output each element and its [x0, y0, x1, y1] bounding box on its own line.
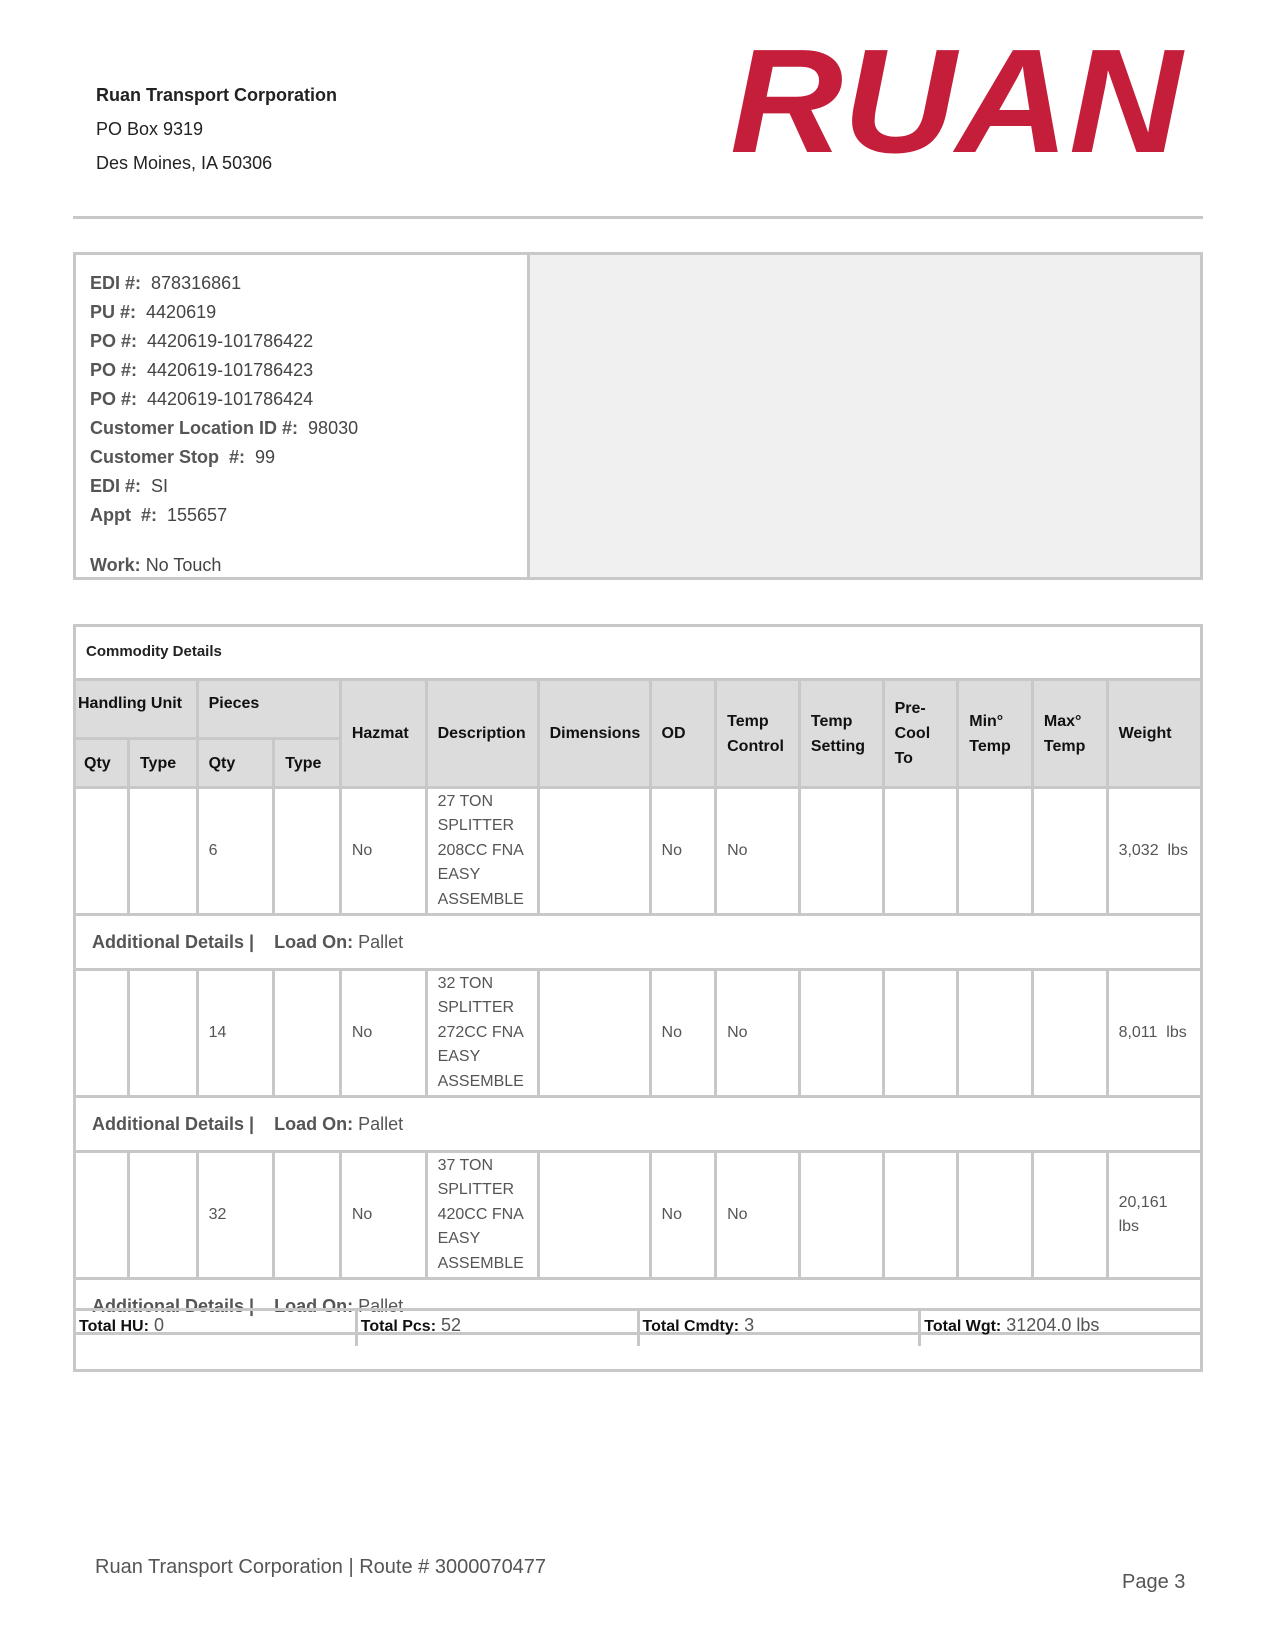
cell-hu-type — [128, 970, 197, 1097]
ref-value: 4420619-101786423 — [147, 360, 314, 380]
cell-max-temp — [1032, 1152, 1107, 1279]
ref-value: 155657 — [167, 505, 228, 525]
ref-label: Customer Location ID #: — [90, 418, 299, 438]
additional-details — [76, 915, 1200, 970]
header-pcs-type: Type — [274, 739, 341, 788]
cell-dimensions — [538, 970, 650, 1097]
cell-hazmat: No — [340, 1152, 426, 1279]
total-value: 31204.0 lbs — [1006, 1315, 1100, 1335]
cell-pcs-qty: 32 — [197, 1152, 274, 1279]
total-value: 3 — [744, 1315, 755, 1335]
company-address — [96, 78, 337, 180]
total-hu — [76, 1311, 358, 1346]
total-label: Total Cmdty: — [642, 1318, 740, 1335]
header-temp-setting: Temp Setting — [799, 680, 883, 788]
cell-od: No — [650, 970, 716, 1097]
header-temp-control: Temp Control — [716, 680, 800, 788]
load-on-value: Pallet — [358, 1295, 404, 1316]
header-min-temp: Min° Temp — [958, 680, 1033, 788]
ruan-logo — [730, 40, 1190, 165]
cell-min-temp — [958, 788, 1033, 915]
header-weight: Weight — [1107, 680, 1200, 788]
commodity-table — [76, 678, 1200, 1335]
cell-temp-setting — [799, 1152, 883, 1279]
header-dimensions: Dimensions — [538, 680, 650, 788]
header-hazmat: Hazmat — [340, 680, 426, 788]
cell-hazmat: No — [340, 970, 426, 1097]
cell-pcs-type — [274, 788, 341, 915]
ref-line — [90, 501, 527, 530]
header-pre-cool: Pre-Cool To — [883, 680, 958, 788]
reference-box — [73, 252, 1203, 580]
ref-label: PO #: — [90, 360, 138, 380]
ref-line — [90, 269, 527, 298]
commodity-details — [73, 624, 1203, 1372]
cell-pcs-qty: 14 — [197, 970, 274, 1097]
commodity-row — [76, 970, 1200, 1097]
total-pcs — [358, 1311, 640, 1346]
header-max-temp: Max° Temp — [1032, 680, 1107, 788]
ref-label: PU #: — [90, 302, 137, 322]
ref-label: EDI #: — [90, 273, 142, 293]
cell-hu-type — [128, 788, 197, 915]
ruan-logo-graphic — [730, 40, 1190, 160]
reference-list — [76, 255, 530, 577]
cell-temp-control: No — [716, 788, 800, 915]
totals-bar — [76, 1308, 1200, 1346]
ref-line — [90, 385, 527, 414]
header-pieces: Pieces — [197, 680, 340, 739]
total-value: 52 — [441, 1315, 462, 1335]
total-label: Total Wgt: — [924, 1318, 1002, 1335]
total-label: Total Pcs: — [360, 1318, 437, 1335]
additional-details — [76, 1097, 1200, 1152]
cell-hu-qty — [76, 788, 128, 915]
total-label: Total HU: — [79, 1318, 149, 1335]
ref-value: 4420619-101786424 — [147, 389, 314, 409]
commodity-title: Commodity Details — [86, 643, 222, 660]
header-hu-type: Type — [128, 739, 197, 788]
cell-description: 37 TON SPLITTER 420CC FNA EASY ASSEMBLE — [426, 1152, 538, 1279]
header-hu-qty: Qty — [76, 739, 128, 788]
header-handling-unit: Handling Unit — [76, 680, 197, 739]
ref-label: Appt #: — [90, 505, 157, 525]
cell-temp-setting — [799, 970, 883, 1097]
cell-description: 32 TON SPLITTER 272CC FNA EASY ASSEMBLE — [426, 970, 538, 1097]
footer-text: Ruan Transport Corporation | Route # 3000070477 — [95, 1556, 547, 1578]
cell-max-temp — [1032, 788, 1107, 915]
cell-pre-cool — [883, 970, 958, 1097]
cell-description: 27 TON SPLITTER 208CC FNA EASY ASSEMBLE — [426, 788, 538, 915]
cell-weight: 8,011 lbs — [1107, 970, 1200, 1097]
cell-temp-setting — [799, 788, 883, 915]
cell-temp-control: No — [716, 970, 800, 1097]
additional-label: Additional Details | — [92, 1113, 255, 1134]
ref-value: 878316861 — [151, 273, 242, 293]
cell-hu-qty — [76, 970, 128, 1097]
cell-pcs-type — [274, 1152, 341, 1279]
cell-pre-cool — [883, 1152, 958, 1279]
cell-pcs-qty: 6 — [197, 788, 274, 915]
cell-od: No — [650, 1152, 716, 1279]
ref-line — [90, 298, 527, 327]
work-value: No Touch — [145, 555, 222, 575]
cell-hu-qty — [76, 1152, 128, 1279]
logo-text: RUAN — [730, 40, 1186, 160]
commodity-row — [76, 788, 1200, 915]
address-line-2: Des Moines, IA 50306 — [96, 153, 273, 173]
ref-line — [90, 472, 527, 501]
additional-label: Additional Details | — [92, 931, 255, 952]
cell-hu-type — [128, 1152, 197, 1279]
additional-label: Additional Details | — [92, 1295, 255, 1316]
total-cmdty — [640, 1311, 922, 1346]
cell-weight: 20,161 lbs — [1107, 1152, 1200, 1279]
ref-value: 98030 — [308, 418, 359, 438]
load-on-value: Pallet — [358, 1113, 404, 1134]
cell-max-temp — [1032, 970, 1107, 1097]
header-od: OD — [650, 680, 716, 788]
ref-line — [90, 443, 527, 472]
ref-value: SI — [151, 476, 169, 496]
header-pcs-qty: Qty — [197, 739, 274, 788]
ref-value: 99 — [255, 447, 276, 467]
cell-dimensions — [538, 788, 650, 915]
ref-value: 4420619 — [146, 302, 217, 322]
total-value: 0 — [153, 1315, 164, 1335]
work-line — [90, 551, 527, 580]
load-on-value: Pallet — [358, 931, 404, 952]
header-divider — [73, 216, 1203, 219]
cell-min-temp — [958, 1152, 1033, 1279]
ref-label: EDI #: — [90, 476, 142, 496]
load-on-label: Load On: — [274, 1113, 354, 1134]
total-wgt — [921, 1311, 1200, 1346]
commodity-row — [76, 1152, 1200, 1279]
load-on-label: Load On: — [274, 931, 354, 952]
cell-od: No — [650, 788, 716, 915]
ref-label: PO #: — [90, 331, 138, 351]
ref-line — [90, 356, 527, 385]
cell-temp-control: No — [716, 1152, 800, 1279]
page-number: Page 3 — [1122, 1571, 1186, 1593]
ref-label: PO #: — [90, 389, 138, 409]
ref-line — [90, 327, 527, 356]
cell-pcs-type — [274, 970, 341, 1097]
cell-dimensions — [538, 1152, 650, 1279]
cell-min-temp — [958, 970, 1033, 1097]
cell-pre-cool — [883, 788, 958, 915]
company-name: Ruan Transport Corporation — [96, 85, 338, 105]
reference-panel-empty — [530, 255, 1200, 577]
additional-details-row — [76, 915, 1200, 970]
ref-line — [90, 414, 527, 443]
work-label: Work: — [90, 555, 141, 575]
load-on-label: Load On: — [274, 1295, 354, 1316]
ref-label: Customer Stop #: — [90, 447, 246, 467]
address-line-1: PO Box 9319 — [96, 119, 204, 139]
header-description: Description — [426, 680, 538, 788]
ref-value: 4420619-101786422 — [147, 331, 314, 351]
additional-details-row — [76, 1097, 1200, 1152]
cell-hazmat: No — [340, 788, 426, 915]
cell-weight: 3,032 lbs — [1107, 788, 1200, 915]
